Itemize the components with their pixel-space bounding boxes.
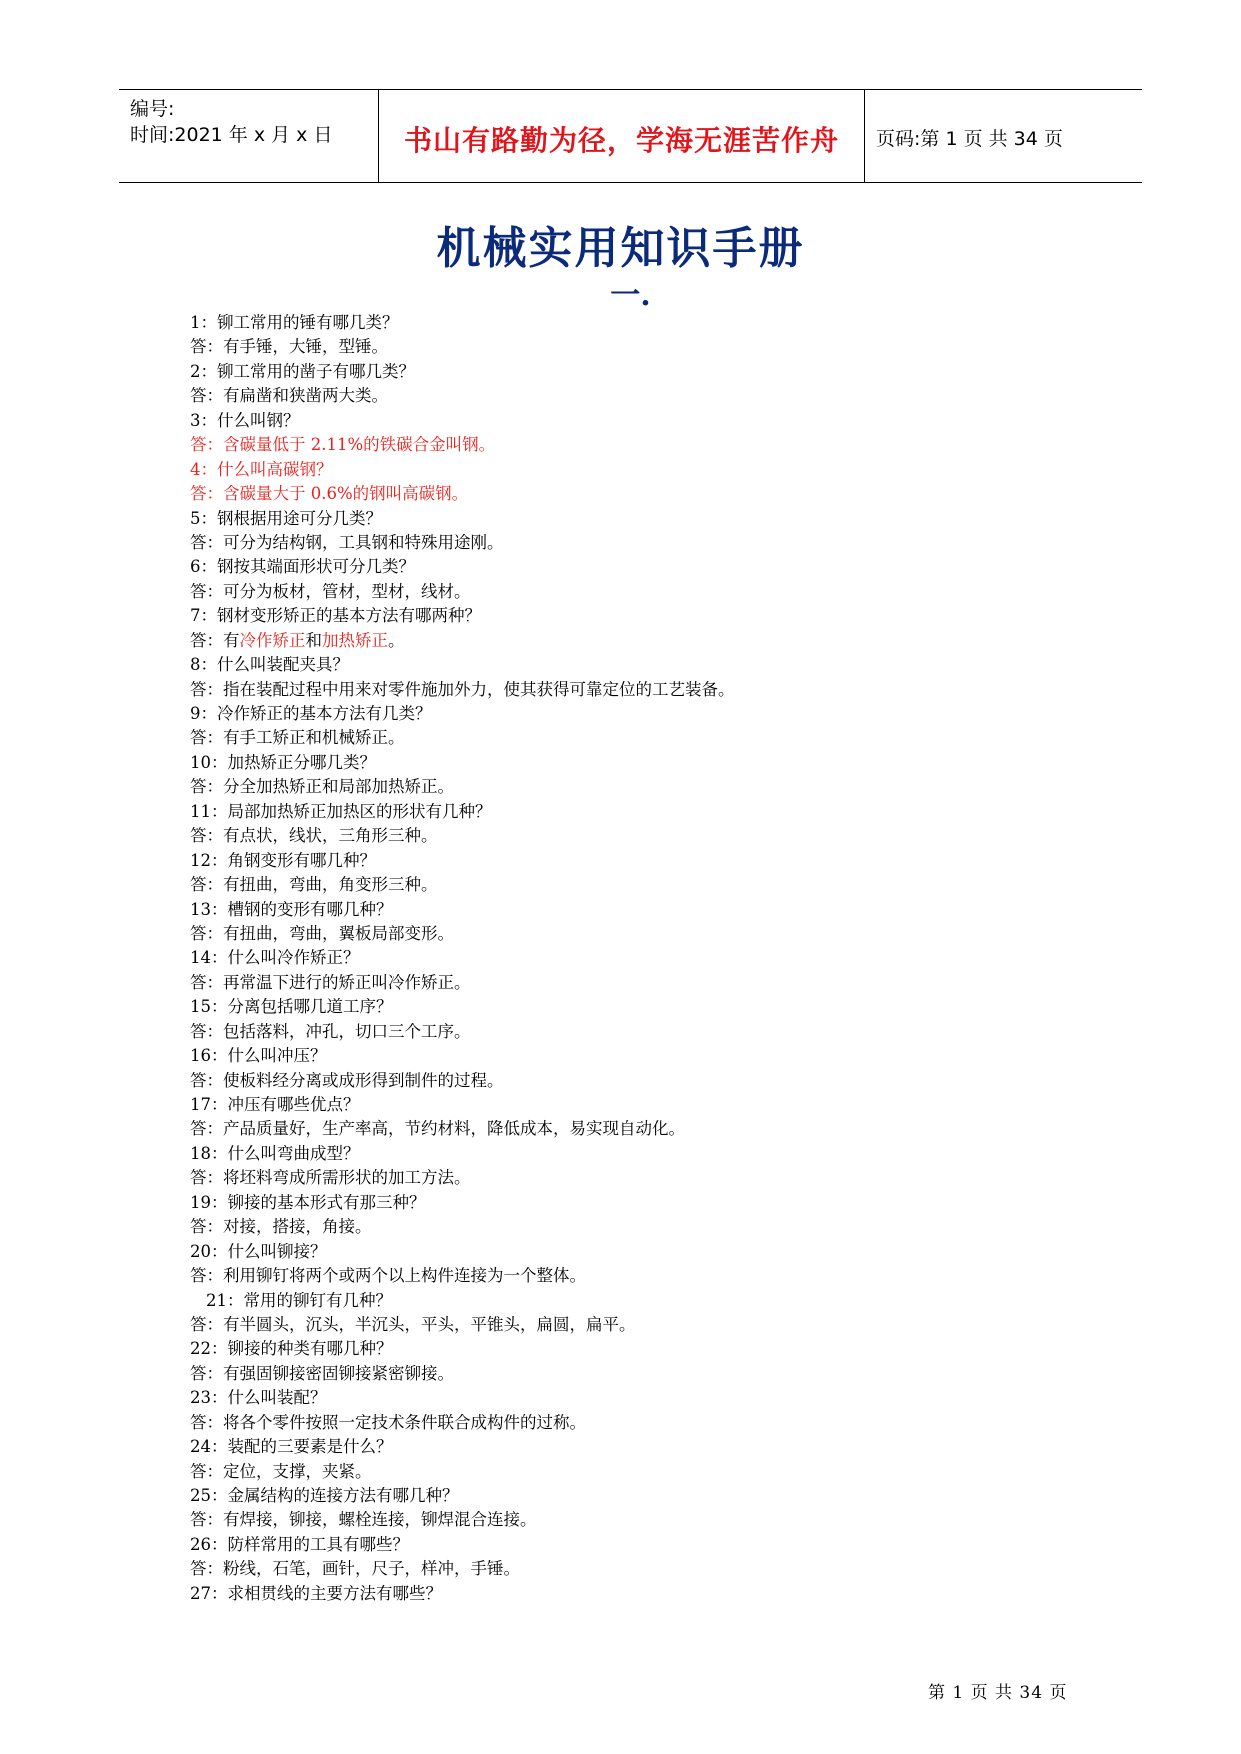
question-line: 8：什么叫装配夹具？	[190, 655, 349, 675]
question-line: 4：什么叫高碳钢？	[190, 459, 333, 479]
question-line: 2：铆工常用的凿子有哪几类？	[190, 361, 415, 381]
answer-line: 答：有点状，线状，三角形三种。	[190, 826, 438, 846]
question-line: 11：局部加热矫正加热区的形状有几种？	[190, 801, 492, 821]
answer-line: 答：使板料经分离或成形得到制件的过程。	[190, 1070, 504, 1090]
line-segment: 和	[305, 630, 322, 650]
answer-line: 答：有扭曲，弯曲，角变形三种。	[190, 875, 438, 895]
line-segment: 。	[388, 630, 405, 650]
question-line: 23：什么叫装配？	[190, 1388, 327, 1408]
answer-line: 答：将各个零件按照一定技术条件联合成构件的过称。	[190, 1412, 586, 1432]
answer-line: 答：将坯料弯成所需形状的加工方法。	[190, 1168, 471, 1188]
question-line: 17：冲压有哪些优点？	[190, 1095, 360, 1114]
answer-line: 答：有手锤，大锤，型锤。	[190, 337, 388, 357]
question-line: 15：分离包括哪几道工序？	[190, 997, 393, 1017]
question-line: 25：金属结构的连接方法有哪几种？	[190, 1486, 459, 1505]
question-line: 13：槽钢的变形有哪几种？	[190, 899, 393, 919]
time-text: 时间:2021 年 x 月 x 日	[130, 124, 333, 146]
answer-line: 答：含碳量低于 2.11%的铁碳合金叫钢。	[190, 435, 496, 455]
question-line: 16：什么叫冲压？	[190, 1046, 327, 1066]
question-line: 20：什么叫铆接？	[190, 1241, 327, 1261]
header-center-cell	[378, 90, 865, 182]
highlighted-term: 冷作矫正	[239, 630, 306, 650]
answer-line: 答：分全加热矫正和局部加热矫正。	[190, 777, 454, 797]
section-heading: 一.	[610, 278, 651, 313]
answer-line: 答：有手工矫正和机械矫正。	[190, 728, 405, 748]
answer-line: 答：有强固铆接密固铆接紧密铆接。	[190, 1363, 454, 1383]
answer-line: 答：定位，支撑，夹紧。	[190, 1461, 372, 1481]
answer-line	[190, 629, 1110, 653]
answer-line: 答：粉线，石笔，画针，尺子，样冲，手锤。	[190, 1559, 520, 1579]
header-right-cell	[864, 90, 1142, 182]
answer-line: 答：可分为结构钢，工具钢和特殊用途刚。	[190, 532, 504, 552]
highlighted-term: 加热矫正	[322, 630, 388, 650]
page-title: 机械实用知识手册	[436, 223, 805, 274]
line-segment: 答：有	[190, 630, 240, 650]
answer-line: 答：利用铆钉将两个或两个以上构件连接为一个整体。	[190, 1266, 586, 1286]
question-line: 21：常用的铆钉有几种？	[206, 1290, 392, 1310]
question-line: 22：铆接的种类有哪几种？	[190, 1339, 393, 1359]
number-label: 编号:	[130, 98, 175, 120]
page-indicator: 页码:第 1 页 共 34 页	[876, 128, 1063, 150]
question-line: 6：钢按其端面形状可分几类？	[190, 557, 415, 577]
answer-line: 答：包括落料，冲孔，切口三个工序。	[190, 1021, 471, 1041]
question-line: 26：防样常用的工具有哪些？	[190, 1534, 409, 1554]
question-line: 27：求相贯线的主要方法有哪些？	[190, 1583, 442, 1603]
answer-line: 答：含碳量大于 0.6%的钢叫高碳钢。	[190, 484, 469, 504]
question-line: 12：角钢变形有哪几种？	[190, 850, 376, 870]
question-line: 5：钢根据用途可分几类？	[190, 508, 382, 528]
answer-line: 答：有扁凿和狭凿两大类。	[190, 386, 388, 406]
header-left-cell	[119, 90, 378, 182]
answer-line: 答：指在装配过程中用来对零件施加外力，使其获得可靠定位的工艺装备。	[190, 679, 735, 699]
answer-line: 答：有焊接，铆接，螺栓连接，铆焊混合连接。	[190, 1510, 537, 1530]
answer-line: 答：有半圆头，沉头，半沉头，平头，平锥头，扁圆，扁平。	[190, 1314, 636, 1334]
question-line: 24：装配的三要素是什么？	[190, 1437, 393, 1457]
question-line: 1：铆工常用的锤有哪几类？	[190, 313, 399, 332]
answer-line: 答：有扭曲，弯曲，翼板局部变形。	[190, 923, 454, 943]
answer-line: 答：对接，搭接，角接。	[190, 1217, 372, 1237]
qa-list	[190, 311, 1110, 1606]
answer-line: 答：可分为板材，管材，型材，线材。	[190, 581, 471, 601]
question-line: 18：什么叫弯曲成型？	[190, 1143, 360, 1163]
header-table	[119, 89, 1142, 183]
question-line: 3：什么叫钢？	[190, 410, 300, 430]
question-line: 19：铆接的基本形式有那三种？	[190, 1192, 426, 1212]
page-footer: 第 1 页 共 34 页	[928, 1683, 1068, 1703]
question-line: 9：冷作矫正的基本方法有几类？	[190, 704, 432, 723]
question-line: 14：什么叫冷作矫正？	[190, 948, 360, 968]
answer-line: 答：再常温下进行的矫正叫冷作矫正。	[190, 972, 471, 992]
question-line: 10：加热矫正分哪几类？	[190, 752, 376, 772]
motto-text: 书山有路勤为径，学海无涯苦作舟	[403, 124, 839, 157]
answer-line: 答：产品质量好，生产率高，节约材料，降低成本，易实现自动化。	[190, 1119, 685, 1139]
question-line: 7：钢材变形矫正的基本方法有哪两种？	[190, 606, 481, 626]
